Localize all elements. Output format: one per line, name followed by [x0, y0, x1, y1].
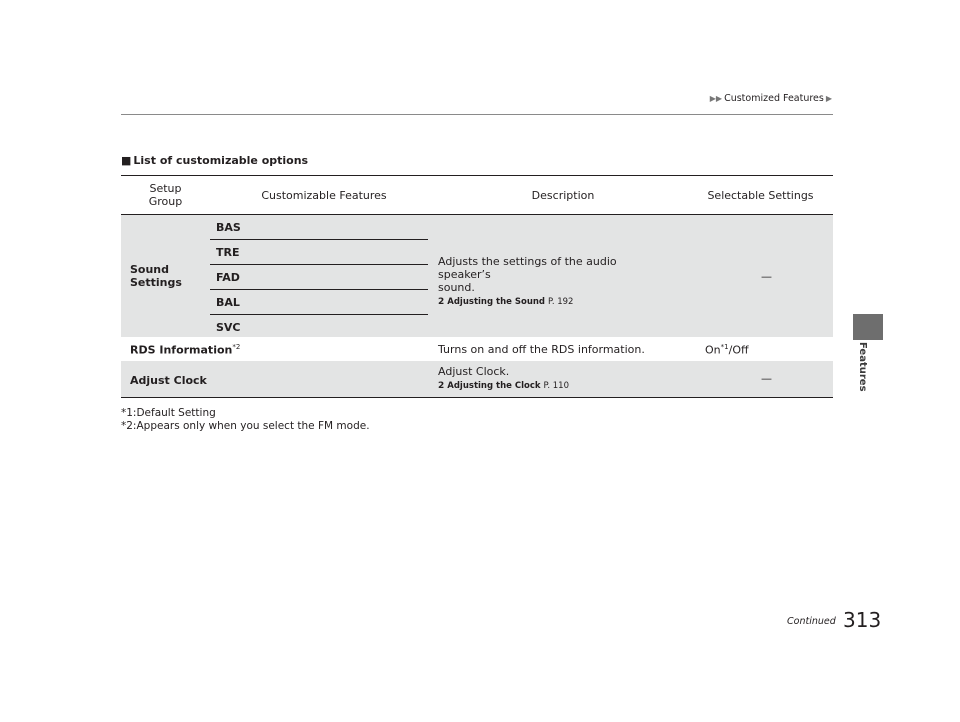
rds-setting-off: /Off	[728, 343, 749, 357]
clock-desc-text: Adjust Clock.	[438, 365, 510, 378]
header-settings: Selectable Settings	[707, 188, 814, 202]
double-arrow-icon: ▶▶	[709, 94, 723, 103]
feature-tre: TRE	[210, 240, 428, 265]
clock-reference-link[interactable]	[438, 380, 569, 393]
section-title	[121, 154, 308, 167]
header-group-line1: Setup	[149, 182, 182, 195]
rds-label-text: RDS Information	[130, 343, 233, 357]
continued-label: Continued	[787, 616, 836, 627]
sound-reference-link[interactable]	[438, 296, 668, 309]
options-table	[121, 175, 833, 398]
clock-ref-title: Adjusting the Clock	[447, 381, 541, 391]
header-group-line2: Group	[148, 195, 183, 208]
sound-settings-label	[130, 263, 200, 289]
header-description: Description	[531, 188, 595, 202]
rds-setting	[705, 343, 749, 357]
feature-svc: SVC	[216, 320, 241, 334]
table-row	[121, 215, 833, 337]
header-features: Customizable Features	[261, 188, 387, 202]
arrow-icon: ▶	[825, 94, 832, 103]
clock-ref-page: P. 110	[543, 381, 569, 391]
rds-information-label	[130, 343, 240, 357]
table-row	[121, 337, 833, 361]
sound-line2: Settings	[130, 276, 182, 289]
chapter-tab	[853, 314, 883, 340]
footnote-2: *2:Appears only when you select the FM mode.	[121, 420, 370, 432]
feature-fad: FAD	[210, 265, 428, 290]
clock-setting: —	[761, 372, 772, 385]
adjust-clock-label: Adjust Clock	[130, 374, 207, 387]
feature-bal: BAL	[210, 290, 428, 315]
sound-desc-line1: Adjusts the settings of the audio speaker’s	[438, 255, 617, 281]
square-bullet-icon: ■	[121, 154, 132, 167]
rds-setting-on: On	[705, 343, 721, 357]
rds-setting-footnote: *1	[720, 343, 729, 351]
sound-feature-list	[210, 215, 428, 339]
sound-ref-title: Adjusting the Sound	[447, 297, 546, 307]
header-setup-group	[121, 176, 210, 214]
sound-desc-line2: sound.	[438, 281, 475, 294]
page-number: 313	[843, 608, 882, 632]
sound-setting: —	[761, 270, 772, 283]
section-title-text: List of customizable options	[133, 154, 309, 167]
rds-footnote-mark: *2	[232, 343, 241, 351]
sound-ref-page: P. 192	[548, 297, 574, 307]
footnotes	[121, 407, 370, 433]
breadcrumb	[710, 93, 832, 104]
rds-description: Turns on and off the RDS information.	[438, 343, 645, 356]
footnote-1: *1:Default Setting	[121, 407, 216, 419]
sound-description	[438, 255, 668, 309]
header-rule	[121, 114, 833, 115]
breadcrumb-label[interactable]: Customized Features	[724, 93, 824, 104]
table-row	[121, 361, 833, 398]
reference-arrow-icon: 2	[438, 297, 445, 307]
feature-bas: BAS	[210, 215, 428, 240]
sound-line1: Sound	[130, 263, 170, 276]
reference-arrow-icon: 2	[438, 381, 445, 391]
table-header	[121, 176, 833, 214]
clock-description	[438, 365, 569, 393]
chapter-label[interactable]: Features	[857, 342, 868, 392]
